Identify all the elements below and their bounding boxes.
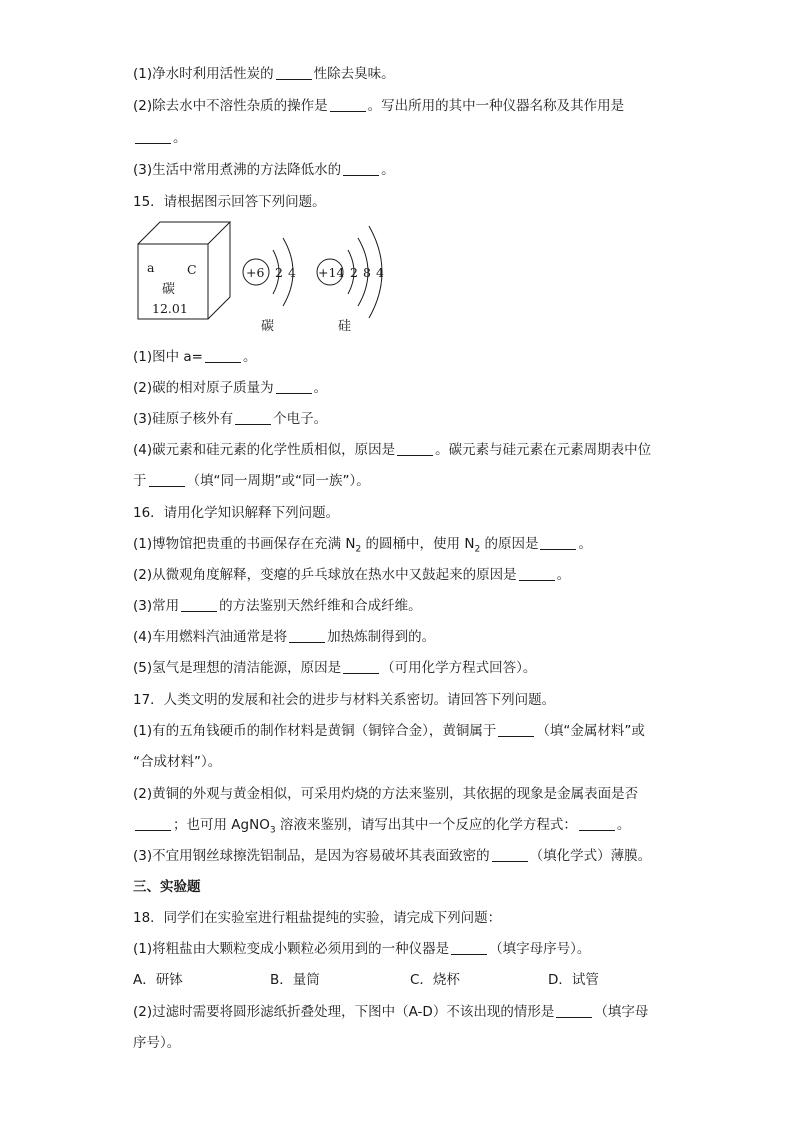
text: 的圆桶中，使用 N bbox=[361, 536, 475, 552]
q14-item-2-cont bbox=[133, 128, 187, 148]
q18-item-2 bbox=[133, 1002, 648, 1022]
answer-blank[interactable] bbox=[289, 628, 325, 643]
q14-item-3 bbox=[133, 160, 395, 180]
text: (1)有的五角钱硬币的制作材料是黄铜（铜锌合金），黄铜属于 bbox=[133, 723, 497, 739]
answer-blank[interactable] bbox=[135, 816, 171, 831]
q15-item-2 bbox=[133, 378, 327, 398]
answer-blank[interactable] bbox=[149, 472, 185, 487]
answer-blank[interactable] bbox=[451, 940, 487, 955]
text: 的方法鉴别天然纤维和合成纤维。 bbox=[219, 598, 422, 614]
answer-blank[interactable] bbox=[205, 348, 241, 363]
text: (2)从微观角度解释，变瘪的乒乓球放在热水中又鼓起来的原因是 bbox=[133, 567, 517, 583]
silicon-shell-2-electrons: 8 bbox=[363, 265, 371, 280]
text: 。碳元素与硅元素在元素周期表中位 bbox=[435, 442, 652, 458]
answer-blank[interactable] bbox=[276, 65, 312, 80]
text: 性除去臭味。 bbox=[313, 66, 395, 82]
text: (2)碳的相对原子质量为 bbox=[133, 380, 274, 396]
text: （填字母 bbox=[594, 1004, 649, 1020]
text: (3)不宜用钢丝球擦洗铝制品，是因为容易破坏其表面致密的 bbox=[133, 848, 490, 864]
element-name: 碳 bbox=[162, 282, 176, 297]
text: （填化学式）薄膜。 bbox=[529, 848, 652, 864]
q16-item-3 bbox=[133, 596, 422, 616]
answer-blank[interactable] bbox=[181, 597, 217, 612]
subscript: 2 bbox=[355, 544, 362, 555]
text: (4)碳元素和硅元素的化学性质相似，原因是 bbox=[133, 442, 396, 458]
q18-item-2-cont: 序号）。 bbox=[133, 1035, 181, 1051]
subscript: 2 bbox=[474, 544, 481, 555]
q15-item-1 bbox=[133, 347, 257, 367]
element-symbol: C bbox=[187, 262, 197, 277]
text: 。 bbox=[381, 162, 395, 178]
text: (1)净水时利用活性炭的 bbox=[133, 66, 274, 82]
q15-item-3 bbox=[133, 409, 327, 429]
text: (3)生活中常用煮沸的方法降低水的 bbox=[133, 162, 342, 178]
answer-blank[interactable] bbox=[492, 847, 528, 862]
carbon-nucleus-charge: +6 bbox=[246, 265, 265, 280]
answer-blank[interactable] bbox=[343, 161, 379, 176]
carbon-shell-1-electrons: 2 bbox=[275, 265, 283, 280]
option-a[interactable]: A．研钵 bbox=[133, 972, 183, 988]
q17-title: 17．人类文明的发展和社会的进步与材料关系密切。请回答下列问题。 bbox=[133, 692, 556, 708]
text: (3)常用 bbox=[133, 598, 180, 614]
silicon-shell-1-electrons: 2 bbox=[350, 265, 358, 280]
q14-item-1 bbox=[133, 64, 395, 84]
q17-item-3 bbox=[133, 846, 651, 866]
atom-diagram bbox=[133, 222, 403, 342]
text: 加热炼制得到的。 bbox=[327, 629, 436, 645]
answer-blank[interactable] bbox=[498, 722, 534, 737]
text: 于 bbox=[133, 473, 147, 489]
text: (3)硅原子核外有 bbox=[133, 411, 234, 427]
text: (1)博物馆把贵重的书画保存在充满 N bbox=[133, 536, 356, 552]
answer-blank[interactable] bbox=[343, 659, 379, 674]
answer-blank[interactable] bbox=[135, 129, 171, 144]
text: 。 bbox=[556, 567, 571, 583]
text: (1)将粗盐由大颗粒变成小颗粒必须用到的一种仪器是 bbox=[133, 941, 450, 957]
cell-side-face bbox=[208, 222, 230, 319]
element-number: a bbox=[147, 260, 155, 275]
q18-item-1 bbox=[133, 939, 590, 959]
text: (1)图中 a= bbox=[133, 349, 203, 365]
text: （可用化学方程式回答）。 bbox=[381, 660, 537, 676]
silicon-nucleus-charge: +14 bbox=[318, 265, 345, 280]
answer-blank[interactable] bbox=[330, 97, 366, 112]
text: 个电子。 bbox=[273, 411, 328, 427]
q15-item-4-cont bbox=[133, 471, 370, 491]
q15-item-4 bbox=[133, 440, 651, 460]
section-heading: 三、实验题 bbox=[133, 879, 201, 895]
answer-blank[interactable] bbox=[397, 441, 433, 456]
atom-figure bbox=[133, 222, 403, 342]
carbon-label: 碳 bbox=[261, 319, 275, 334]
text: （填“同一周期”或“同一族”）。 bbox=[186, 473, 370, 489]
text: (2)除去水中不溶性杂质的操作是 bbox=[133, 98, 328, 114]
q17-item-2-cont bbox=[133, 815, 630, 841]
text: （填字母序号）。 bbox=[489, 941, 591, 957]
text: (4)车用燃料汽油通常是将 bbox=[133, 629, 288, 645]
answer-blank[interactable] bbox=[540, 535, 576, 550]
q16-item-4 bbox=[133, 627, 435, 647]
q16-item-2 bbox=[133, 565, 570, 585]
q14-item-2 bbox=[133, 96, 624, 116]
text: （填“金属材料”或 bbox=[536, 723, 645, 739]
text: (5)氢气是理想的清洁能源，原因是 bbox=[133, 660, 342, 676]
text: 。 bbox=[616, 817, 631, 833]
answer-blank[interactable] bbox=[235, 410, 271, 425]
option-d[interactable]: D．试管 bbox=[548, 972, 599, 988]
q17-item-1-cont: “合成材料”）。 bbox=[133, 754, 222, 770]
text: 。写出所用的其中一种仪器名称及其作用是 bbox=[367, 98, 625, 114]
text: (2)过滤时需要将圆形滤纸折叠处理，下图中（A-D）不该出现的情形是 bbox=[133, 1004, 555, 1020]
text: 。 bbox=[313, 380, 328, 396]
text: 。 bbox=[243, 349, 257, 365]
subscript: 3 bbox=[269, 825, 276, 836]
q17-item-1 bbox=[133, 721, 645, 741]
text: 。 bbox=[173, 130, 187, 146]
silicon-label: 硅 bbox=[338, 319, 352, 334]
silicon-atom bbox=[317, 226, 384, 334]
answer-blank[interactable] bbox=[579, 816, 615, 831]
answer-blank[interactable] bbox=[276, 379, 312, 394]
text: 溶液来鉴别，请写出其中一个反应的化学方程式： bbox=[275, 817, 577, 833]
q16-title: 16．请用化学知识解释下列问题。 bbox=[133, 505, 340, 521]
text: 。 bbox=[578, 536, 592, 552]
q16-item-5 bbox=[133, 658, 536, 678]
q18-title: 18．同学们在实验室进行粗盐提纯的实验，请完成下列问题： bbox=[133, 910, 502, 926]
q16-item-1 bbox=[133, 534, 592, 560]
text: ；也可用 AgNO bbox=[173, 817, 270, 833]
option-b[interactable]: B．量筒 bbox=[270, 972, 320, 988]
carbon-shell-2-electrons: 4 bbox=[288, 265, 296, 280]
carbon-atom bbox=[243, 238, 296, 334]
element-mass: 12.01 bbox=[152, 301, 188, 316]
answer-blank[interactable] bbox=[556, 1003, 592, 1018]
q17-item-2: (2)黄铜的外观与黄金相似，可采用灼烧的方法来鉴别，其依据的现象是金属表面是否 bbox=[133, 786, 639, 802]
text: 的原因是 bbox=[480, 536, 539, 552]
answer-blank[interactable] bbox=[519, 566, 555, 581]
q15-title: 15．请根据图示回答下列问题。 bbox=[133, 194, 326, 210]
cell-top-face bbox=[138, 222, 230, 244]
silicon-shell-3-electrons: 4 bbox=[376, 265, 384, 280]
option-c[interactable]: C．烧杯 bbox=[410, 972, 460, 988]
